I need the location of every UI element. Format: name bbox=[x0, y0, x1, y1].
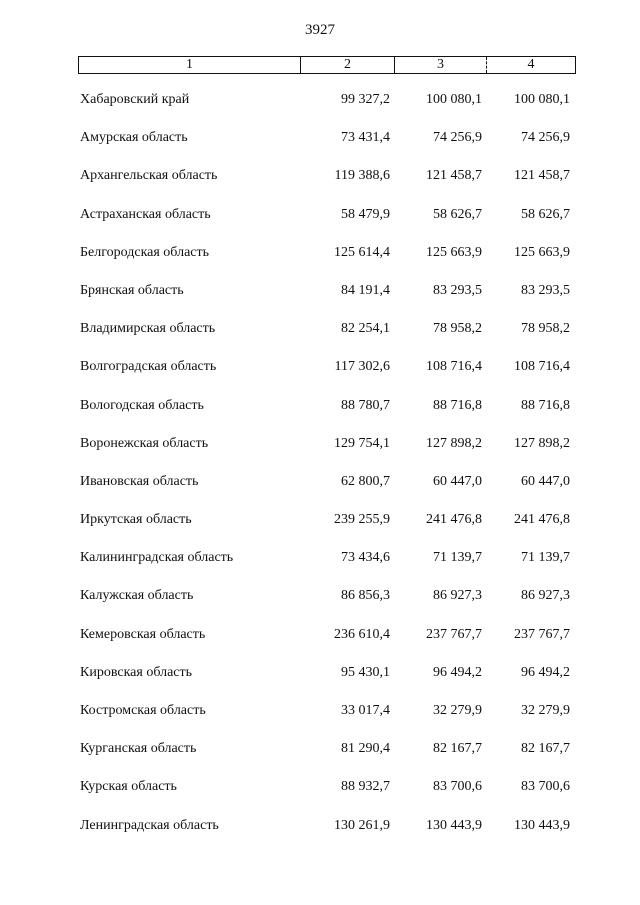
value-col-2: 99 327,2 bbox=[341, 92, 390, 107]
value-col-3: 241 476,8 bbox=[426, 512, 482, 528]
page-number: 3927 bbox=[305, 22, 335, 38]
value-col-4: 83 700,6 bbox=[521, 779, 570, 795]
value-col-3: 60 447,0 bbox=[433, 473, 482, 489]
value-col-3: 96 494,2 bbox=[433, 664, 482, 680]
table-row bbox=[0, 88, 640, 126]
header-col-4: 4 bbox=[527, 57, 535, 72]
value-col-4: 100 080,1 bbox=[514, 92, 570, 107]
value-col-2: 86 856,3 bbox=[341, 588, 390, 604]
table-row bbox=[0, 661, 640, 699]
value-col-3: 100 080,1 bbox=[426, 92, 482, 107]
table-row bbox=[0, 623, 640, 661]
region-name: Курская область bbox=[80, 779, 177, 795]
region-name: Амурская область bbox=[80, 130, 188, 146]
value-col-3: 121 458,7 bbox=[426, 168, 482, 184]
value-col-2: 84 191,4 bbox=[341, 282, 390, 298]
table-row bbox=[0, 317, 640, 355]
value-col-4: 60 447,0 bbox=[521, 473, 570, 489]
region-name: Хабаровский край bbox=[80, 92, 190, 107]
region-name: Костромская область bbox=[80, 703, 206, 718]
table-row bbox=[0, 699, 640, 737]
value-col-2: 82 254,1 bbox=[341, 321, 390, 337]
table-row bbox=[0, 241, 640, 279]
value-col-3: 71 139,7 bbox=[433, 550, 482, 566]
header-col-1: 1 bbox=[79, 57, 301, 73]
value-col-3: 86 927,3 bbox=[433, 588, 482, 604]
table-row bbox=[0, 355, 640, 393]
value-col-3: 125 663,9 bbox=[426, 244, 482, 260]
region-name: Брянская область bbox=[80, 282, 184, 298]
value-col-3: 108 716,4 bbox=[426, 359, 482, 375]
region-name: Белгородская область bbox=[80, 244, 210, 260]
table-row bbox=[0, 508, 640, 546]
value-col-4: 88 716,8 bbox=[521, 397, 570, 413]
value-col-2: 88 780,7 bbox=[341, 397, 390, 413]
region-name: Астраханская область bbox=[80, 206, 211, 222]
value-col-3: 83 293,5 bbox=[433, 282, 482, 298]
table-row bbox=[0, 279, 640, 317]
value-col-3: 78 958,2 bbox=[433, 321, 482, 337]
table-row bbox=[0, 546, 640, 584]
table-row bbox=[0, 203, 640, 241]
region-name: Владимирская область bbox=[80, 321, 216, 337]
region-name: Ленинградская область bbox=[80, 817, 219, 833]
value-col-4: 241 476,8 bbox=[514, 512, 570, 528]
region-name: Волгоградская область bbox=[80, 359, 217, 375]
value-col-2: 81 290,4 bbox=[341, 741, 390, 757]
region-name: Калужская область bbox=[80, 588, 194, 604]
region-name: Кемеровская область bbox=[80, 626, 206, 642]
value-col-3: 74 256,9 bbox=[433, 130, 482, 146]
value-col-3: 88 716,8 bbox=[433, 397, 482, 413]
value-col-3: 82 167,7 bbox=[433, 741, 482, 757]
value-col-4: 58 626,7 bbox=[521, 206, 570, 222]
value-col-3: 32 279,9 bbox=[433, 703, 482, 718]
value-col-3: 127 898,2 bbox=[426, 435, 482, 451]
value-col-2: 73 431,4 bbox=[341, 130, 390, 146]
value-col-4: 71 139,7 bbox=[521, 550, 570, 566]
region-name: Кировская область bbox=[80, 664, 193, 680]
value-col-3: 58 626,7 bbox=[433, 206, 482, 222]
region-name: Калининградская область bbox=[80, 550, 234, 566]
value-col-3: 130 443,9 bbox=[426, 817, 482, 833]
value-col-4: 78 958,2 bbox=[521, 321, 570, 337]
region-name: Иркутская область bbox=[80, 512, 192, 528]
value-col-4: 130 443,9 bbox=[514, 817, 570, 833]
table-row bbox=[0, 126, 640, 164]
value-col-4: 86 927,3 bbox=[521, 588, 570, 604]
value-col-2: 119 388,6 bbox=[334, 168, 390, 184]
value-col-4: 32 279,9 bbox=[521, 703, 570, 718]
region-name: Вологодская область bbox=[80, 397, 204, 413]
value-col-4: 108 716,4 bbox=[514, 359, 570, 375]
value-col-4: 74 256,9 bbox=[521, 130, 570, 146]
value-col-4: 127 898,2 bbox=[514, 435, 570, 451]
value-col-4: 125 663,9 bbox=[514, 244, 570, 260]
value-col-2: 58 479,9 bbox=[341, 206, 390, 222]
value-col-2: 95 430,1 bbox=[341, 664, 390, 680]
value-col-4: 83 293,5 bbox=[521, 282, 570, 298]
table-row bbox=[0, 164, 640, 202]
value-col-2: 62 800,7 bbox=[341, 473, 390, 489]
table-row bbox=[0, 394, 640, 432]
table-row bbox=[0, 470, 640, 508]
value-col-2: 33 017,4 bbox=[341, 703, 390, 718]
value-col-2: 130 261,9 bbox=[334, 817, 390, 833]
value-col-4: 121 458,7 bbox=[514, 168, 570, 184]
table-row bbox=[0, 814, 640, 852]
value-col-4: 96 494,2 bbox=[521, 664, 570, 680]
header-col-2: 2 bbox=[301, 57, 395, 73]
value-col-3: 83 700,6 bbox=[433, 779, 482, 795]
value-col-2: 239 255,9 bbox=[334, 512, 390, 528]
table-row bbox=[0, 432, 640, 470]
table-row bbox=[0, 737, 640, 775]
value-col-4: 82 167,7 bbox=[521, 741, 570, 757]
region-name: Ивановская область bbox=[80, 473, 199, 489]
table-header bbox=[78, 56, 576, 74]
table-row bbox=[0, 584, 640, 622]
value-col-2: 117 302,6 bbox=[334, 359, 390, 375]
table-row bbox=[0, 775, 640, 813]
region-name: Архангельская область bbox=[80, 168, 218, 184]
region-name: Воронежская область bbox=[80, 435, 209, 451]
value-col-2: 129 754,1 bbox=[334, 435, 390, 451]
region-name: Курганская область bbox=[80, 741, 197, 757]
value-col-2: 125 614,4 bbox=[334, 244, 390, 260]
value-col-2: 236 610,4 bbox=[334, 626, 390, 642]
value-col-2: 73 434,6 bbox=[341, 550, 390, 566]
value-col-4: 237 767,7 bbox=[514, 626, 570, 642]
value-col-3: 237 767,7 bbox=[426, 626, 482, 642]
table-body bbox=[0, 88, 640, 852]
value-col-2: 88 932,7 bbox=[341, 779, 390, 795]
header-col-3: 3 bbox=[395, 57, 487, 73]
